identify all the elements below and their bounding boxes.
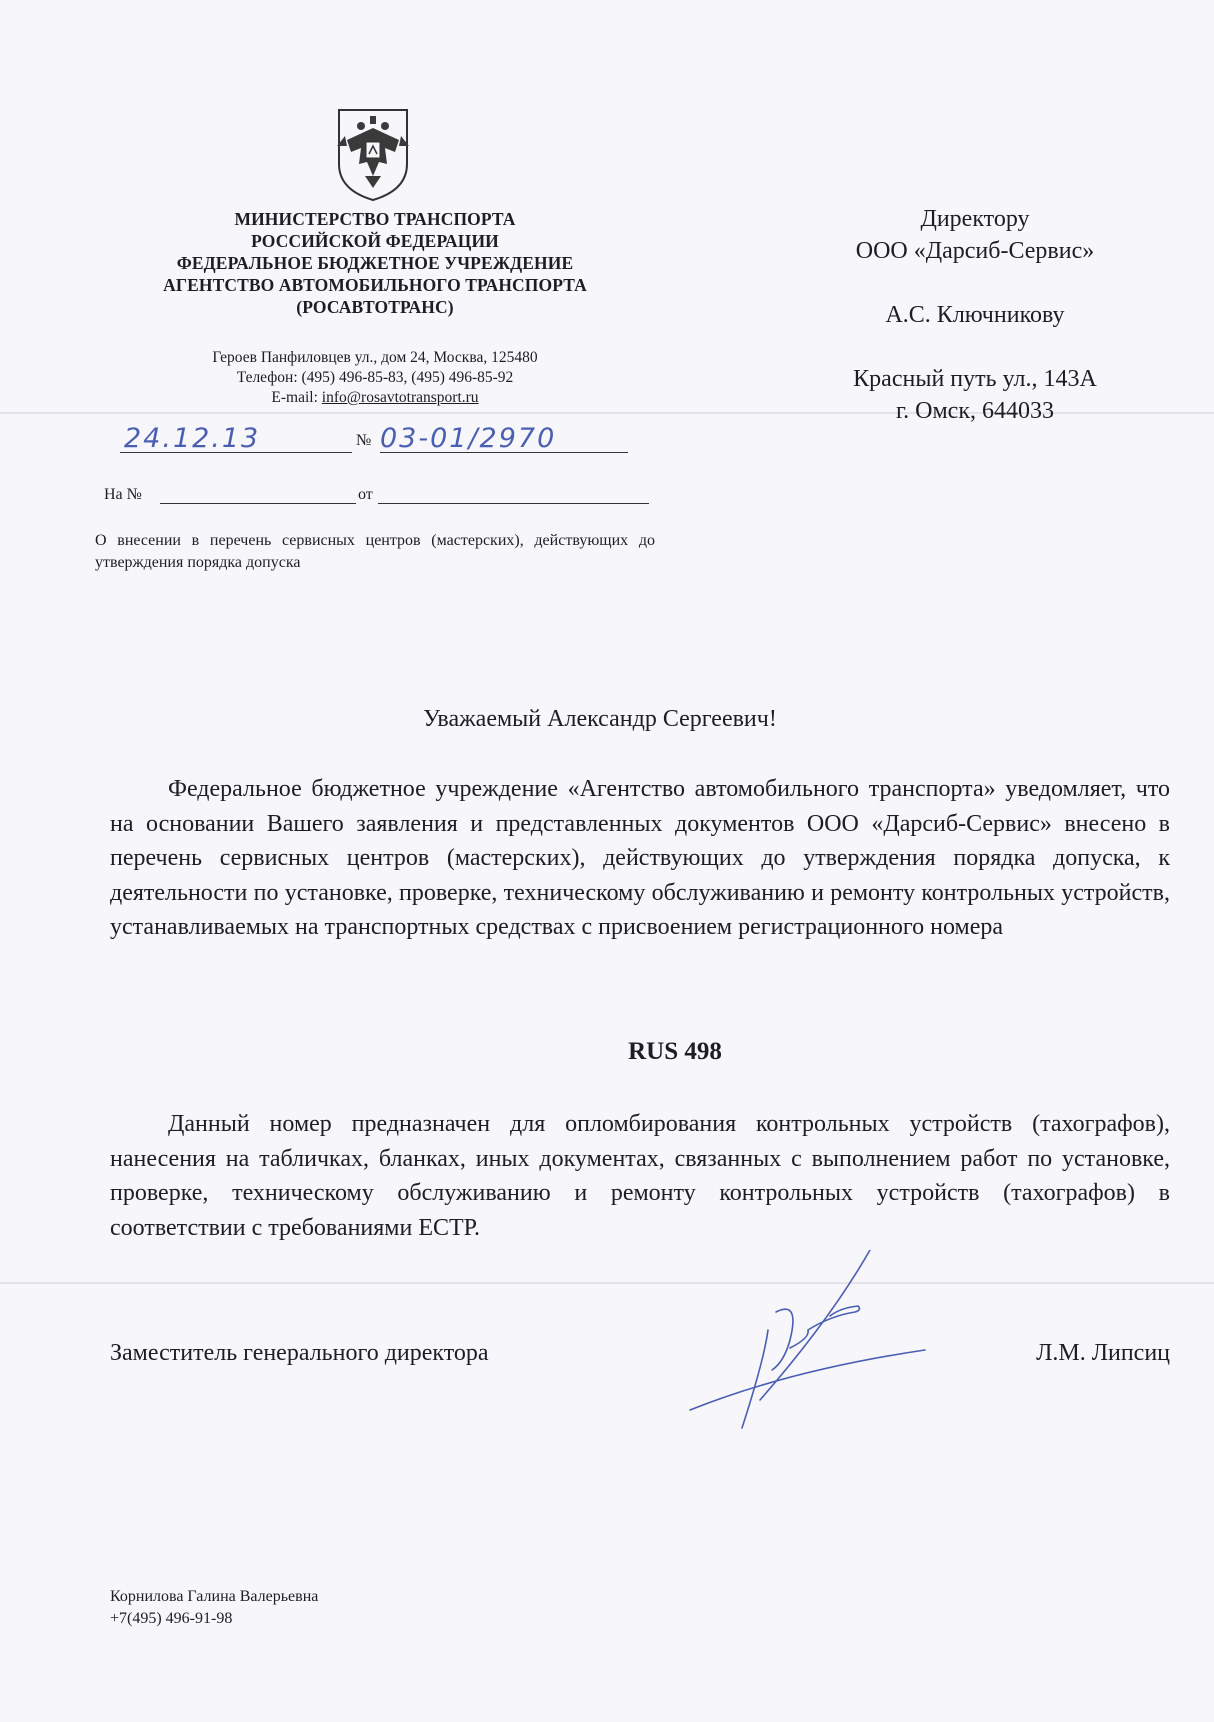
organization-line: (РОСАВТОТРАНС) — [296, 297, 454, 317]
registration-number-label: № — [356, 432, 372, 449]
letter-subject: О внесении в перечень сервисных центров (мастерских), действующих до утверждения порядка допуска — [95, 532, 655, 571]
body-paragraph — [110, 1107, 1170, 1245]
signatory-name: Л.М. Липсиц — [1036, 1340, 1170, 1366]
addressee-company: ООО «Дарсиб-Сервис» — [855, 238, 1095, 264]
reference-number-blank — [160, 503, 356, 504]
paper-fold-line — [0, 1282, 1214, 1284]
organization-contacts — [150, 348, 600, 408]
body-paragraph-text: Данный номер предназначен для опломбирования контрольных устройств (тахографов), нанесения на табличках, бланках, иных документах, связанных с выполнением работ по установке, проверке, техническому обслуживанию и ремонту контрольных устройств (тахографов) в соответствии с требованиями ЕСТР. — [110, 1111, 1170, 1241]
addressee-street: Красный путь ул., 143А — [853, 366, 1097, 392]
reference-number-label: На № — [104, 486, 142, 503]
signatory-title: Заместитель генерального директора — [110, 1340, 489, 1366]
coat-of-arms-icon — [333, 106, 413, 202]
registration-code: RUS 498 — [628, 1038, 722, 1065]
organization-line: АГЕНТСТВО АВТОМОБИЛЬНОГО ТРАНСПОРТА — [163, 275, 587, 295]
body-paragraph-text: Федеральное бюджетное учреждение «Агентство автомобильного транспорта» уведомляет, что на основании Вашего заявления и представленных документов ООО «Дарсиб-Сервис» внесено в перечень сервисных центров (мастерских), действующих до утверждения порядка допуска, к деятельности по установке, проверке, техническому обслуживанию и ремонту контрольных устройств, устанавливаемых на транспортных средствах с присвоением регистрационного номера — [110, 776, 1170, 940]
organization-line: ФЕДЕРАЛЬНОЕ БЮДЖЕТНОЕ УЧРЕЖДЕНИЕ — [176, 253, 574, 273]
addressee-city: г. Омск, 644033 — [896, 398, 1054, 424]
reference-line — [104, 486, 649, 508]
executor-name: Корнилова Галина Валерьевна — [110, 1588, 319, 1605]
registration-number: 03-01/2970 — [380, 426, 628, 453]
organization-email — [150, 388, 600, 408]
addressee-name: А.С. Ключникову — [885, 302, 1065, 328]
email-link[interactable]: info@rosavtotransport.ru — [321, 389, 479, 406]
addressee-block — [810, 203, 1140, 427]
organization-line: РОССИЙСКОЙ ФЕДЕРАЦИИ — [251, 231, 499, 251]
reference-date-label: от — [358, 486, 373, 503]
addressee-position: Директору — [920, 206, 1030, 232]
organization-line: МИНИСТЕРСТВО ТРАНСПОРТА — [234, 209, 516, 229]
email-label: E-mail: — [271, 389, 322, 406]
reference-date-blank — [378, 503, 649, 504]
executor-block — [110, 1586, 318, 1630]
salutation: Уважаемый Александр Сергеевич! — [423, 706, 777, 732]
executor-phone: +7(495) 496-91-98 — [110, 1610, 233, 1627]
body-paragraph — [110, 772, 1170, 945]
signature-mark — [680, 1250, 940, 1430]
organization-name — [110, 208, 640, 318]
organization-address: Героев Панфиловцев ул., дом 24, Москва, 125480 — [212, 349, 538, 366]
registration-line — [120, 423, 628, 454]
registration-date: 24.12.13 — [120, 426, 352, 453]
organization-phone: Телефон: (495) 496-85-83, (495) 496-85-92 — [236, 369, 514, 386]
